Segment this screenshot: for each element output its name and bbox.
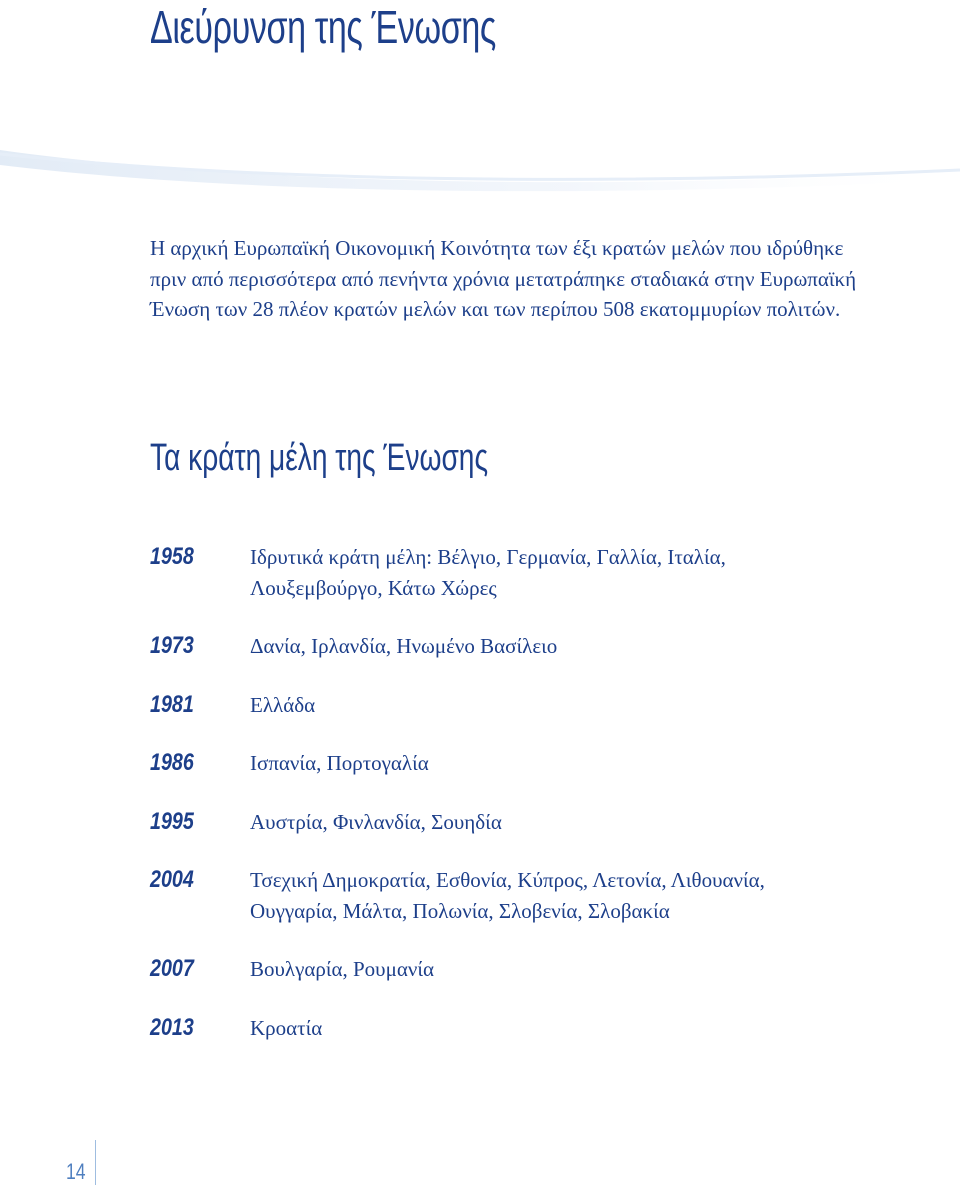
- timeline-entry-2013: [150, 1013, 870, 1044]
- timeline-entry-2004: [150, 865, 870, 926]
- timeline-entry-2007: [150, 954, 870, 985]
- timeline-members: Βουλγαρία, Ρουμανία: [250, 957, 434, 981]
- section-title: Τα κράτη μέλη της Ένωσης: [150, 437, 489, 479]
- intro-paragraph: Η αρχική Ευρωπαϊκή Οικονομική Κοινότητα των έξι κρατών μελών που ιδρύθηκε πριν από περισσότερα από πενήντα χρόνια μετατράπηκε σταδιακά στην Ευρωπαϊκή Ένωση των 28 πλέον κρατών μελών και των περίπου 508 εκατομμυρίων πολιτών.: [150, 236, 857, 321]
- timeline-year: 1986: [150, 749, 194, 776]
- page-number: 14: [66, 1159, 86, 1184]
- page-number-divider: [95, 1140, 96, 1185]
- page-title: Διεύρυνση της Ένωσης: [150, 1, 496, 53]
- timeline-entry-1973: [150, 631, 870, 662]
- timeline-year: 1958: [150, 543, 194, 570]
- timeline-members: Αυστρία, Φινλανδία, Σουηδία: [250, 809, 502, 834]
- timeline-members: Κροατία: [250, 1015, 323, 1040]
- timeline-members: Τσεχική Δημοκρατία, Εσθονία, Κύπρος, Λετονία, Λιθουανία, Ουγγαρία, Μάλτα, Πολωνία, Σλοβενία, Σλοβακία: [250, 868, 765, 923]
- timeline-year: 1973: [150, 632, 194, 659]
- timeline-members: Δανία, Ιρλανδία, Ηνωμένο Βασίλειο: [250, 634, 558, 658]
- timeline-entry-1995: [150, 807, 870, 838]
- timeline-year: 1995: [150, 807, 194, 835]
- membership-timeline: [150, 542, 870, 1071]
- timeline-members: Ιδρυτικά κράτη μέλη: Βέλγιο, Γερμανία, Γαλλία, Ιταλία, Λουξεμβούργο, Κάτω Χώρες: [250, 545, 726, 600]
- timeline-members: Ισπανία, Πορτογαλία: [250, 751, 429, 775]
- timeline-members: Ελλάδα: [250, 692, 316, 717]
- timeline-year: 2007: [150, 955, 194, 982]
- timeline-entry-1986: [150, 748, 870, 779]
- timeline-year: 2004: [150, 866, 194, 893]
- timeline-year: 2013: [150, 1013, 194, 1041]
- timeline-entry-1981: [150, 690, 870, 721]
- decorative-swoosh: [0, 110, 960, 200]
- timeline-year: 1981: [150, 690, 194, 718]
- timeline-entry-1958: [150, 542, 870, 603]
